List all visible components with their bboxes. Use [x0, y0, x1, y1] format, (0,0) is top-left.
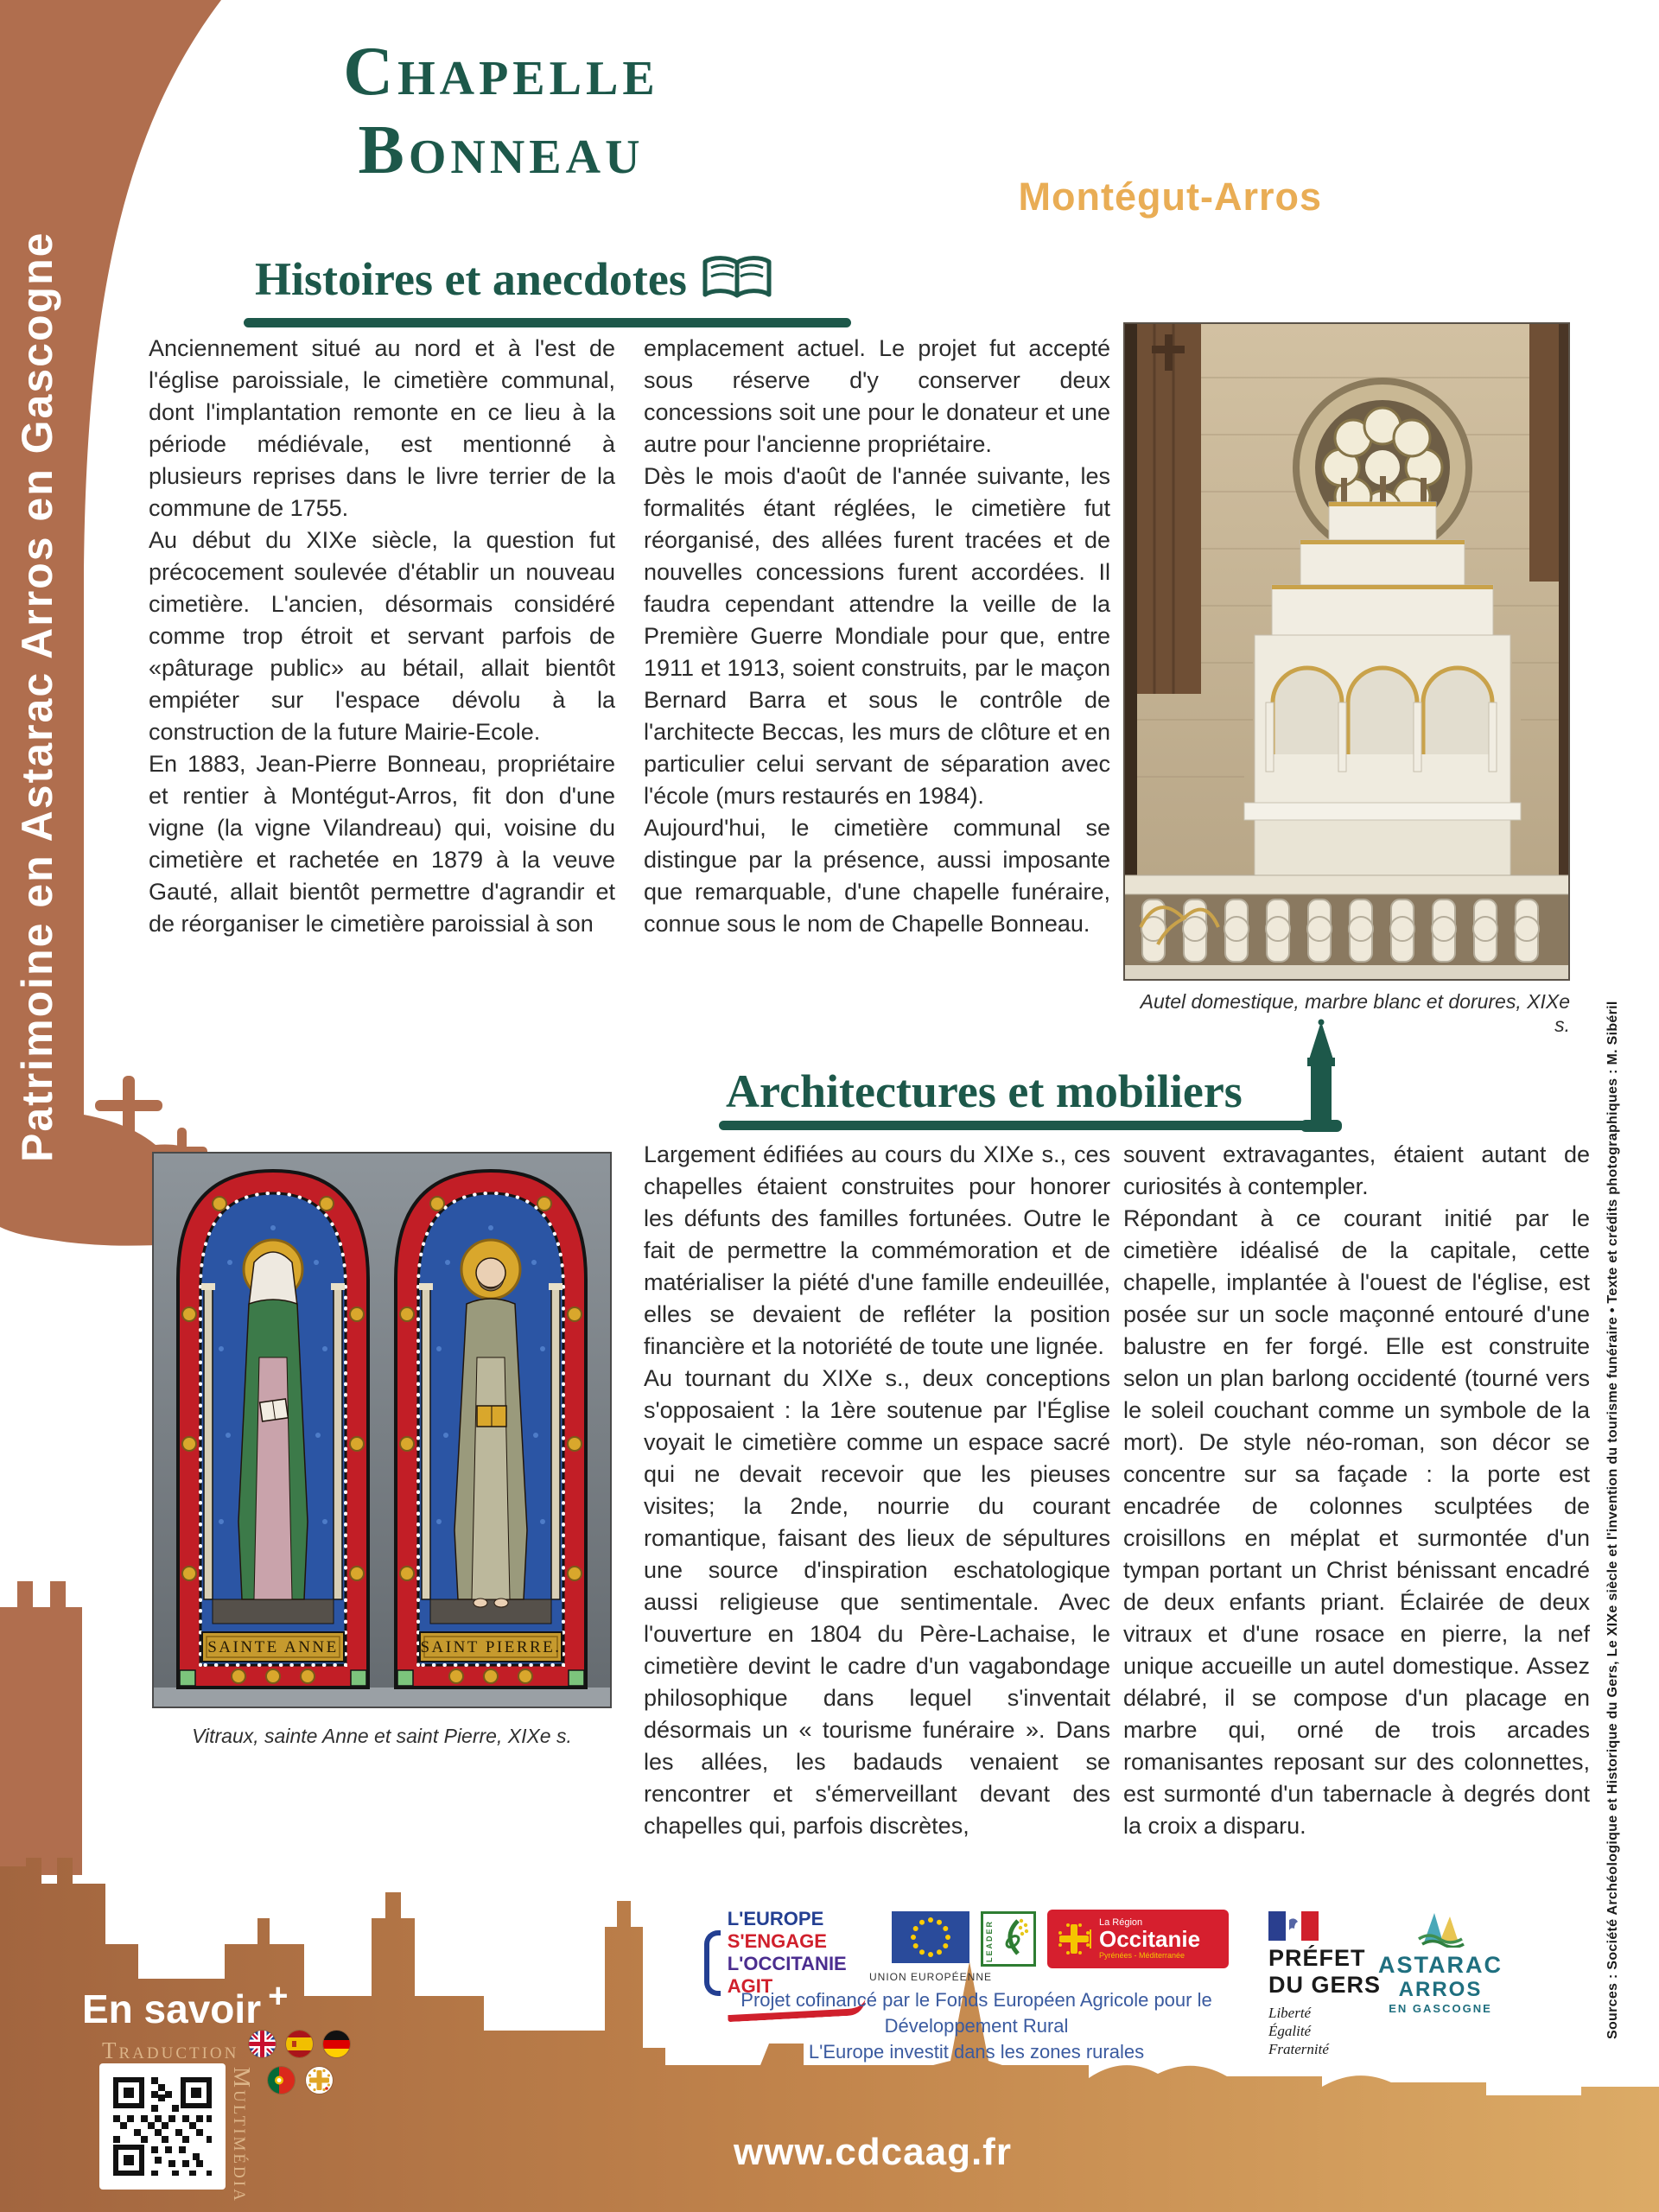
section-heading-histoires: [255, 252, 773, 306]
occitan-cross-flag-icon: [306, 2067, 333, 2094]
histoires-column-1: [149, 333, 615, 940]
paragraph: Anciennement situé au nord et à l'est de l'église paroissiale, le cimetière communal, dont l'implantation remonte en ce lieu à la période médiévale, est mentionné à plusieurs reprises dans le livre terrier de la commune de 1755.: [149, 335, 615, 521]
paragraph: En 1883, Jean-Pierre Bonneau, propriétaire et rentier à Montégut-Arros, fit don d'une vigne (la vigne Vilandreau) qui, voisine du cimetière et rachetée en 1879 à la veuve Gauté, allait bientôt permettre d'agrandir et de réorganiser le cimetière paroissial à son: [149, 751, 615, 937]
eu-flag-label: UNION EUROPÉENNE: [868, 1971, 993, 1983]
occitanie-sub-label: Pyrénées - Méditerranée: [1099, 1951, 1185, 1960]
spain-flag-icon: [286, 2031, 313, 2057]
open-book-icon: [701, 254, 773, 304]
stained-glass-label-right: SAINT PIERRE.: [420, 1638, 562, 1656]
paragraph: Au tournant du XIXe s., deux conceptions s'opposaient : la 1ère soutenue par l'Église voyait le cimetière comme un espace sacré qui ne devait recevoir que les pieuses visites; la 2nde, nourrie du courant romantique, faisant des lieux de sépultures une source d'inspiration eschatologique aussi religieuse que sentimentale. Avec l'ouverture en 1804 du Père-Lachaise, le cimetière devint le cadre d'un vagabondage philosophique dans lequel s'inventait désormais un « tourisme funéraire ». Dans les allées, les badauds venaient se rencontrer et s'émerveillant devant des chapelles qui, parfois discrètes,: [644, 1365, 1110, 1839]
leader-logo: [981, 1911, 1036, 1967]
multimedia-label: Multimédia: [229, 2067, 255, 2203]
paragraph: Dès le mois d'août de l'année suivante, les formalités étant réglées, le cimetière fut réorganisé, des allées furent tracées et de nouvelles concessions furent accordées. Il faudra cependant attendre la veille de la Première Guerre Mondiale pour que, entre 1911 et 1913, soient construits, par le maçon Bernard Barra et sous le contrôle de l'architecte Beccas, les murs de clôture et en particulier celui servant de séparation avec l'école (murs restaurés en 1984).: [644, 463, 1110, 809]
section-heading-architectures: [726, 1065, 1243, 1118]
paragraph: Répondant à ce courant initié par le cimetière idéalisé de la capitale, cette chapelle, implantée à l'ouest de l'église, est posée sur un socle maçonné entouré d'une balustre en fer forgé. Elle est construite selon un plan barlong occidenté (tourné vers le soleil couchant comme un symbole de la mort). De style néo-roman, son décor se concentre sur sa façade : la porte est encadrée de colonnes sculptées de croisillons en méplat et surmontée d'un tympan portant un Christ bénissant encadré de deux enfants priant. Éclairée de deux vitraux et d'une rosace en pierre, la nef unique accueille un autel domestique. Assez délabré, il se compose d'un placage en marbre qui, orné de trois arcades romanisantes reposant sur des colonnettes, est surmonté d'un tabernacle à degrés dont la croix a disparu.: [1123, 1205, 1590, 1839]
stained-glass-photo: [152, 1152, 612, 1708]
astarac-line3: EN GASCOGNE: [1389, 2002, 1492, 2015]
astarac-mark-icon: [1414, 1910, 1467, 1948]
french-flag-icon: [1268, 1911, 1319, 1941]
portugal-flag-icon: [268, 2067, 295, 2094]
en-savoir-plus: [82, 1977, 288, 2032]
section-rule-histoires: [244, 318, 851, 327]
architectures-column-2: [1123, 1139, 1590, 1842]
qr-code-pattern: [106, 2070, 219, 2183]
credits-vertical-text: Sources : Société Archéologique et Historique du Gers, Le XIXe siècle et l'invention du tourisme funéraire • Texte et crédits photographiques : M. Sibéril: [1605, 1001, 1620, 2039]
section-heading-histoires-label: Histoires et anecdotes: [255, 253, 687, 305]
section-rule-architectures: [719, 1121, 1315, 1130]
occitanie-region-logo: [1047, 1910, 1229, 1968]
devise-egalite: Égalité: [1268, 2023, 1312, 2039]
qr-code: [99, 2063, 226, 2190]
stained-glass-caption: Vitraux, sainte Anne et saint Pierre, XIXe s.: [192, 1725, 572, 1747]
page-subtitle: Montégut-Arros: [1018, 175, 1322, 219]
cofinance-line2: L'Europe investit dans les zones rurales: [808, 2041, 1145, 2063]
church-tower-icon: [1300, 1018, 1342, 1132]
germany-flag-icon: [323, 2031, 350, 2057]
paragraph: Au début du XIXe siècle, la question fut précocement soulevée d'établir un nouveau cimetière. L'ancien, désormais considéré comme trop étroit et servant parfois de «pâturage public» au bétail, allait bientôt empiéter sur l'espace dévolu à la construction de la future Mairie-Ecole.: [149, 527, 615, 745]
stained-glass-label-left: SAINTE ANNE: [207, 1638, 339, 1656]
astarac-line1: ASTARAC: [1378, 1952, 1503, 1978]
histoires-column-2: [644, 333, 1110, 940]
architectures-column-1: [644, 1139, 1110, 1842]
europe-engage-logo: L'EUROPE S'ENGAGE L'OCCITANIE AGIT: [704, 1908, 886, 2018]
astarac-line2: ARROS: [1398, 1978, 1483, 2001]
paragraph: emplacement actuel. Le projet fut accepté sous réserve d'y conserver deux concessions soit une pour le donateur et une autre pour l'ancienne propriétaire.: [644, 335, 1110, 457]
left-tower-silhouette: [0, 1581, 95, 1875]
prefet-line2: DU GERS: [1268, 1972, 1382, 1998]
paragraph: souvent extravagantes, étaient autant de curiosités à contempler.: [1123, 1141, 1590, 1199]
uk-flag-icon: [249, 2031, 276, 2057]
website-url: www.cdcaag.fr: [734, 2131, 1012, 2173]
prefet-line1: PRÉFET: [1268, 1945, 1366, 1971]
occitan-cross-icon: [1056, 1921, 1092, 1957]
leader-label: LEADER: [985, 1919, 994, 1962]
paragraph: Largement édifiées au cours du XIXe s., ces chapelles étaient construites pour honorer les défunts des familles fortunées. Outre le fait de permettre la commémoration et de matérialiser la piété d'une famille endeuillée, elles se devaient de refléter la position financière et la notoriété de toute une lignée.: [644, 1141, 1110, 1359]
en-savoir-label: En savoir: [82, 1986, 262, 2031]
leader-glyph-icon: [995, 1914, 1030, 1959]
devise-liberte: Liberté: [1268, 2005, 1312, 2021]
paragraph: Aujourd'hui, le cimetière communal se distingue par la présence, aussi imposante que remarquable, d'une chapelle funéraire, connue sous le nom de Chapelle Bonneau.: [644, 815, 1110, 937]
traduction-label: Traduction: [102, 2037, 239, 2063]
sidebar-vertical-title: Patrimoine en Astarac Arros en Gascogne: [13, 231, 61, 1162]
europe-bracket-icon: [704, 1930, 721, 1996]
prefet-gers-logo: [1268, 1911, 1381, 2058]
occitanie-name: Occitanie: [1099, 1926, 1201, 1952]
astarac-arros-logo: [1376, 1910, 1505, 2017]
devise-fraternite: Fraternité: [1268, 2041, 1329, 2057]
occitanie-small-label: La Région: [1099, 1917, 1143, 1928]
section-heading-architectures-label: Architectures et mobiliers: [726, 1065, 1243, 1117]
altar-photo: [1123, 322, 1570, 981]
altar-photo-caption: Autel domestique, marbre blanc et dorures, XIXe s.: [1140, 990, 1570, 1036]
cofinance-line1: Projet cofinancé par le Fonds Européen Agricole pour le Développement Rural: [741, 1989, 1212, 2037]
cofinance-text: [674, 1987, 1279, 2065]
plus-sign: +: [268, 1977, 289, 2015]
eu-flag-icon: [892, 1911, 969, 1963]
page-title: Chapelle Bonneau: [343, 34, 659, 188]
